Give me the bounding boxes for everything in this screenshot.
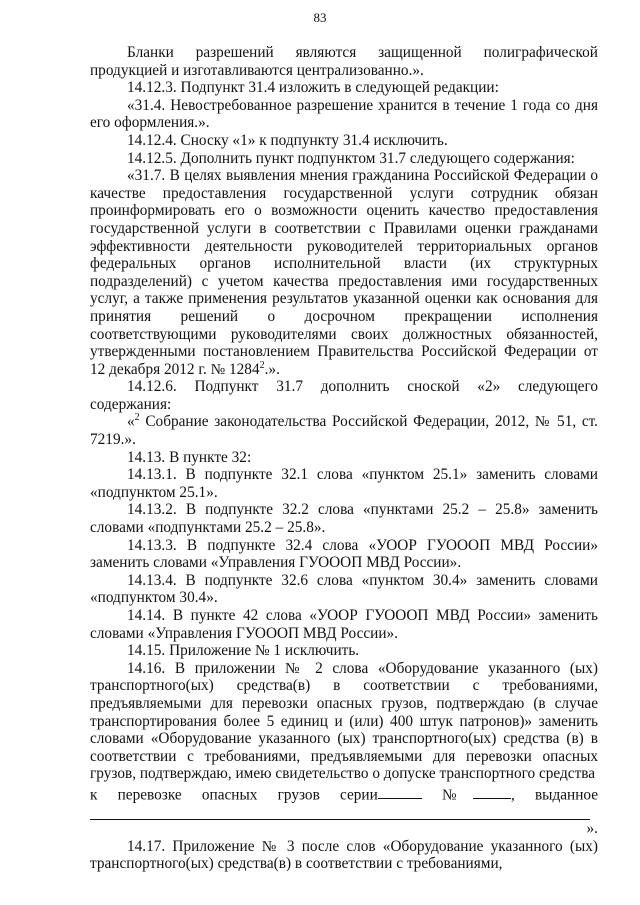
- page-number: 83: [313, 10, 327, 25]
- form-fill-line: [90, 804, 598, 838]
- paragraph-text: 14.16. В приложении № 2 слова «Оборудование указанного (ых) транспортного(ых) средства(в) в соответствии с требованиями, предъявляемыми для перевозки опасных грузов, подтверждаю (в случае транспортирования более 5 единиц и (или) 400 штук патронов)» заменить словами «Оборудование указанного (ых) транспортного(ых) средства (в) в соответствии с требованиями, предъявляемыми для перевозки опасных грузов, подтверждаю, имею свидетельство о допуске транспортного средства: [90, 659, 598, 783]
- line-word: №: [441, 786, 473, 804]
- form-fill-line: [90, 783, 598, 804]
- paragraph: [90, 642, 598, 660]
- paragraph: [90, 413, 598, 448]
- line-word: ,: [510, 786, 515, 804]
- paragraph-text: «31.7. В целях выявления мнения гражданина Российской Федерации о качестве предоставления государственной услуги сотрудник обязан проинформировать его о возможности оценить качество предоставления государственной услуги в соответствии с Правилами оценки гражданами эффективности деятельности руководителей территориальных органов федеральных органов исполнительной власти (их структурных подразделений) с учетом качества предоставления ими государственных услуг, а также применения результатов указанной оценки как основания для принятия решений о досрочном прекращении исполнения соответствующими руководителями своих должностных обязанностей, утвержденными постановлением Правительства Российской Федерации от 12 декабря 2012 г. № 1284: [90, 167, 598, 378]
- paragraph-text: 14.13.1. В подпункте 32.1 слова «пунктом 25.1» заменить словами «подпунктом 25.1».: [90, 466, 598, 501]
- paragraph: [90, 607, 598, 642]
- paragraph-text: 14.17. Приложение № 3 после слов «Оборудование указанного (ых) транспортного(ых) средства(в) в соответствии с требованиями,: [90, 837, 598, 873]
- paragraph-text: 14.13.4. В подпункте 32.6 слова «пунктом 30.4» заменить словами «подпунктом 30.4».: [90, 571, 598, 607]
- paragraph: [90, 44, 598, 79]
- series-blank: [378, 783, 422, 799]
- line-word: к: [90, 786, 98, 804]
- issuer-blank: [90, 804, 590, 820]
- document-body: [90, 44, 598, 873]
- paragraph-text: 14.12.5. Дополнить пункт подпунктом 31.7 следующего содержания:: [127, 149, 575, 167]
- line-word: выданное: [534, 786, 599, 804]
- paragraph: [90, 79, 598, 97]
- line-word: опасных: [201, 786, 258, 804]
- paragraph-text: .».: [264, 360, 280, 378]
- closing-quote: ».: [586, 820, 598, 838]
- footnote-ref: 2: [134, 412, 140, 424]
- paragraph: [90, 838, 598, 873]
- paragraph-text: Собрание законодательства Российской Федерации, 2012, № 51, ст. 7219.».: [90, 413, 598, 449]
- paragraph: [90, 378, 598, 413]
- paragraph-text: 14.12.6. Подпункт 31.7 дополнить сноской «2» следующего содержания:: [90, 378, 598, 413]
- line-word: грузов: [277, 786, 320, 804]
- paragraph-text: 14.13.2. В подпункте 32.2 слова «пунктами 25.2 – 25.8» заменить словами «подпунктами 25.2 – 25.8».: [90, 501, 598, 537]
- paragraph: [90, 537, 598, 572]
- footnote-ref: 2: [259, 359, 265, 371]
- number-blank: [473, 783, 511, 799]
- paragraph-text: 14.15. Приложение № 1 исключить.: [127, 642, 360, 660]
- paragraph: [90, 572, 598, 607]
- paragraph-text: 14.12.4. Сноску «1» к подпункту 31.4 исключить.: [127, 131, 448, 149]
- paragraph-text: 14.14. В пункте 42 слова «УООР ГУОООП МВД России» заменить словами «Управления ГУОООП МВД России».: [90, 607, 598, 642]
- paragraph: [90, 466, 598, 501]
- quote-mark: «: [127, 413, 135, 431]
- paragraph: [90, 167, 598, 378]
- paragraph-text: 14.13.3. В подпункте 32.4 слова «УООР ГУОООП МВД России» заменить словами «Управления ГУОООП МВД России».: [90, 536, 598, 572]
- paragraph: [90, 132, 598, 150]
- line-word: перевозке: [117, 786, 182, 804]
- paragraph-text: Бланки разрешений являются защищенной полиграфической продукцией и изготавливаются централизованно.».: [90, 44, 598, 79]
- paragraph-text: 14.13. В пункте 32:: [127, 448, 252, 466]
- paragraph: [90, 97, 598, 132]
- paragraph-text: 14.12.3. Подпункт 31.4 изложить в следующей редакции:: [127, 79, 499, 97]
- paragraph: [90, 660, 598, 783]
- line-word: серии: [340, 786, 378, 804]
- paragraph: [90, 150, 598, 168]
- paragraph: [90, 501, 598, 536]
- paragraph-text: «31.4. Невостребованное разрешение хранится в течение 1 года со дня его оформления.».: [90, 96, 598, 132]
- paragraph: [90, 449, 598, 467]
